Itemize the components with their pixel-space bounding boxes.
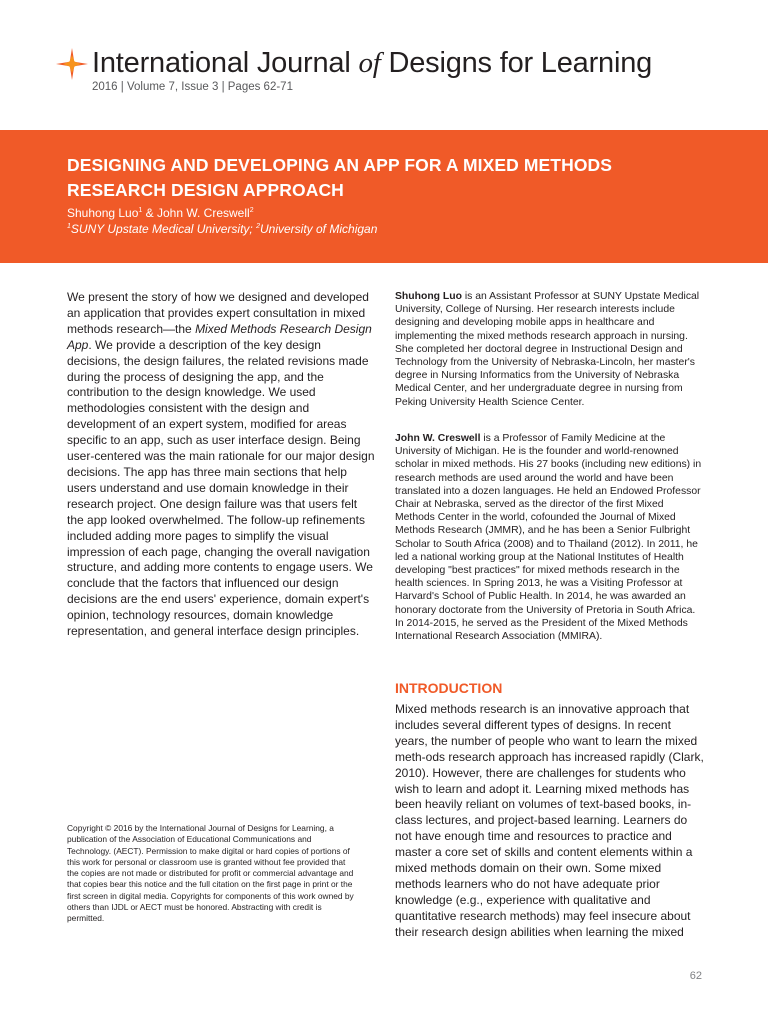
page-number: 62 — [689, 970, 702, 982]
journal-title-of: of — [358, 47, 381, 79]
author-bio-luo — [395, 290, 705, 409]
abstract-text-before: We present the story of how we designed and developed an application that provides expert consultation in mixed methods research—the — [67, 290, 369, 336]
author-1-sup: 1 — [138, 207, 143, 214]
journal-title-post: Designs for Learning — [380, 47, 653, 79]
copyright-notice: Copyright © 2016 by the International Journal of Designs for Learning, a publication of the Association of Educational Communications and Technology. (AECT). Permission to make digital or hard copies of portions of this work for personal or classroom use is granted without fee provided that the copies are not made or distributed for profit or commercial advantage and that copies bear this notice and the full citation on the first page in print or the first screen in digital media. Copyrights for components of this work owned by others than IJDL or AECT must be honored. Abstracting with credit is permitted. — [67, 823, 354, 924]
bio-text-creswell: is a Professor of Family Medicine at the University of Michigan. He is the founder and world-renowned scholar in mixed methods. His 27 books (including new editions) in research methods are used around the world and have been translated into a dozen languages. He held an Endowed Professor Chair at Nebraska, served as the director of the first Mixed Methods Center in the world, cofounded the Journal of Mixed Methods Research (JMMR), and he has been a Senior Fulbright Scholar to South Africa (2008) and to Thailand (2012). In 2011, he led a national working group at the National Institutes of Health developing "best practices" for mixed methods research in the health sciences. In Spring 2013, he was a Visiting Professor at Harvard's School of Public Health. In 2014, he was awarded an honorary doctorate from the University of Pretoria in South Africa. In 2014-2015, he served as the President of the Mixed Methods International Research Association (MMIRA). — [395, 433, 702, 643]
introduction-body: Mixed methods research is an innovative approach that includes several different types of designs. In recent years, the number of people who want to learn the mixed meth-ods research approach has increased rapidly (Clark, 2010). However, there are challenges for students who wish to learn and adopt it. Learning mixed methods has been heavily reliant on volumes of text-based books, in-class lectures, and project-based learning. Learners do not have enough time and resources to practice and master a core set of skills and content elements within a mixed methods domain on their own. Some mixed methods learners who do not have adequate prior knowledge (e.g., experience with qualitative and quantitative research methods) may feel insecure about their research design abilities when learning the mixed — [395, 702, 704, 939]
affiliation-line — [67, 222, 377, 236]
author-2-sup: 2 — [249, 207, 254, 214]
journal-title — [92, 44, 652, 82]
abstract — [67, 290, 377, 640]
bio-text-luo: is an Assistant Professor at SUNY Upstate Medical University, College of Nursing. Her research interests include designing and developing mobile apps in healthcare and implementing the mixed methods research approach in nursing. She completed her doctoral degree in Instructional Design and Technology from the University of Nebraska-Lincoln, her master's degree in Nursing Informatics from the University of Nebraska Medical Center, and her undergraduate degree in nursing from Peking University Health Science Center. — [395, 291, 700, 408]
affil-1-sup: 1 — [67, 223, 71, 230]
author-2: & John W. Creswell — [142, 206, 250, 220]
author-1: Shuhong Luo — [67, 206, 139, 220]
bio-name-luo: Shuhong Luo — [395, 291, 462, 302]
journal-title-pre: International Journal — [92, 47, 359, 79]
abstract-text-after: . We provide a description of the key design decisions, the design failures, the related revisions made during the process of designing the app, and the contribution to the design knowledge. We used methodologies consistent with the design and development of an expert system, modified for areas specific to an app, such as user interface design. Being user-centered was the main rationale for our major design decisions. The app has three main sections that help users understand and use domain knowledge in their research project. One design failure was that users felt the app looked overwhelmed. The follow-up refinements included adding more pages to simplify the visual impression of each page, changing the overall navigation structure, and adding more contents to engage users. We conclude that the factors that influenced our design decisions are the end users' experience, domain expert's opinion, technology resources, domain knowledge representation, and general interface design principles. — [67, 337, 375, 639]
author-bio-creswell — [395, 432, 705, 643]
affil-2-sup: 2 — [256, 223, 260, 230]
introduction-heading: INTRODUCTION — [395, 680, 503, 696]
affil-1: SUNY Upstate Medical University; — [70, 222, 257, 236]
abstract-app-name: Mixed Methods Research Design App — [67, 321, 372, 352]
affil-2: University of Michigan — [260, 222, 378, 236]
issue-line: 2016 | Volume 7, Issue 3 | Pages 62-71 — [92, 81, 293, 93]
author-line — [67, 206, 254, 220]
journal-logo-icon — [55, 47, 89, 81]
article-title: DESIGNING AND DEVELOPING AN APP FOR A MIXED METHODS RESEARCH DESIGN APPROACH — [67, 155, 613, 200]
bio-name-creswell: John W. Creswell — [395, 433, 481, 444]
